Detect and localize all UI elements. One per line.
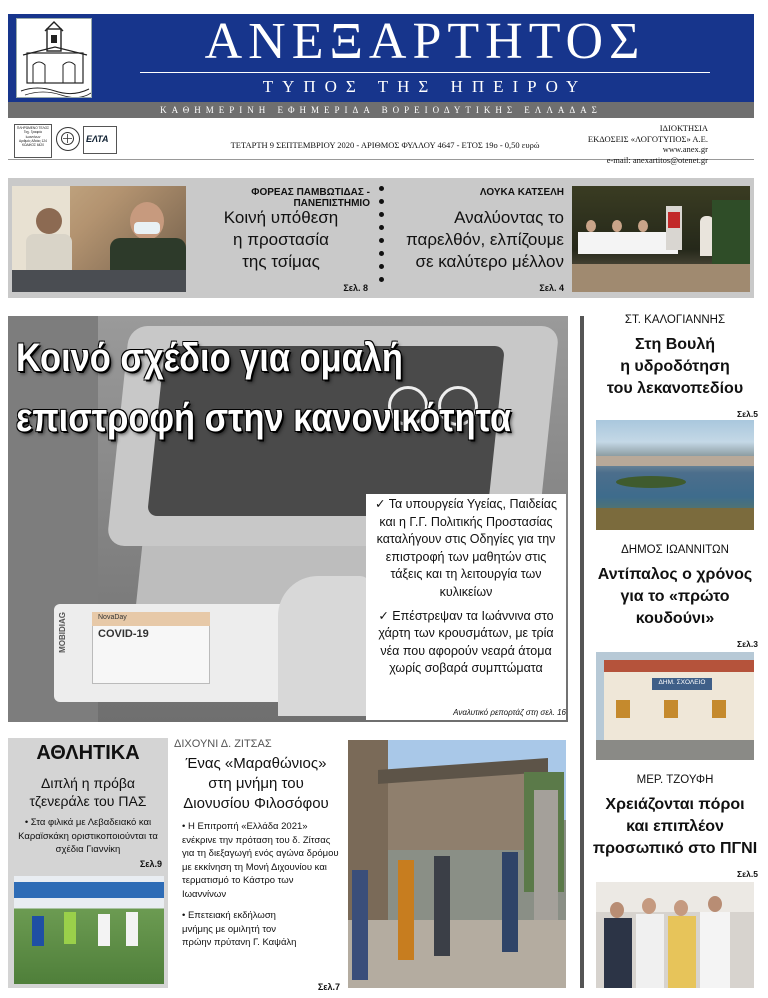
main-headline-line-1[interactable]: Κοινό σχέδιο για ομαλή	[16, 336, 403, 380]
masthead-rule	[140, 72, 710, 73]
photo-school-building	[596, 652, 754, 760]
headline-line: παρελθόν, ελπίζουμε	[406, 230, 564, 249]
zitsa-story	[172, 738, 340, 950]
rcol-kicker: ΣΤ. ΚΑΛΟΓΙΑΝΝΗΣ	[624, 314, 726, 326]
main-story-bullets	[366, 494, 566, 720]
photo-monastery-ceremony	[348, 740, 566, 988]
headline-line: Χρειάζονται πόροι	[605, 796, 745, 813]
headline-line: προσωπικό στο ΠΓΝΙ	[592, 840, 758, 857]
zitsa-bullet: • Η Επιτροπή «Ελλάδα 2021» ενέκρινε την πρόταση του δ. Ζίτσας για τη διεξαγωγή ενός αγώνα δρόμου με εκκίνηση τη Μονή Διχουνίου και τερματισμό το Κάστρο των Ιωαννίνων	[182, 821, 339, 900]
headline-line: Αναλύοντας το	[454, 208, 564, 227]
headline-line: στη μνήμη του	[208, 775, 304, 792]
headline-line: Κοινή υπόθεση	[223, 208, 339, 227]
rcol-kicker: ΜΕΡ. ΤΖΟΥΦΗ	[636, 774, 714, 786]
rcol-headline[interactable]	[592, 794, 758, 860]
rcol-kicker: ΔΗΜΟΣ ΙΩΑΝΝΙΤΩΝ	[621, 544, 729, 556]
headline-line: Αντίπαλος ο χρόνος	[597, 566, 753, 583]
device-test-label: COVID-19	[98, 628, 149, 640]
headline-line: Διονυσίου Φιλοσόφου	[183, 795, 329, 812]
zitsa-bullet: • Επετειακή εκδήλωση μνήμης με ομιλητή τον πρώην πρύτανη Γ. Καψάλη	[182, 910, 297, 948]
headline-line: Ένας «Μαραθώνιος»	[185, 755, 327, 772]
device-side-label: MOBIDIAG	[58, 612, 67, 653]
masthead-logo	[16, 18, 92, 98]
headline-line: η προστασία	[233, 230, 329, 249]
publisher-name: ΕΚΔΟΣΕΙΣ «ΛΟΓΟΤΥΠΟΣ» Α.Ε.	[587, 133, 708, 144]
newspaper-subtitle: ΤΥΠΟΣ ΤΗΣ ΗΠΕΙΡΟΥ	[262, 77, 588, 96]
sports-section-title: ΑΘΛΗΤΙΚΑ	[36, 742, 140, 764]
headline-line: και επιπλέον	[626, 818, 724, 835]
headline-line: σε καλύτερο μέλλον	[415, 252, 564, 271]
postal-line: Ιωαννίνων	[25, 134, 41, 139]
elta-logo: ΕΛΤΑ	[83, 126, 117, 154]
seal-icon	[56, 127, 80, 151]
headline-line: για το «πρώτο	[620, 588, 730, 605]
page-ref: Σελ.3	[737, 639, 758, 649]
teaser-headline[interactable]	[192, 207, 370, 273]
email-link[interactable]: e-mail: anexartitos@otenet.gr	[606, 154, 708, 165]
main-headline-line-2[interactable]: επιστροφή στην κανονικότητα	[16, 396, 512, 440]
zitsa-headline[interactable]	[172, 754, 340, 814]
main-bullet: ✓ Τα υπουργεία Υγείας, Παιδείας και η Γ.Γ. Πολιτικής Προστασίας καταλήγουν στις Οδηγίες για την επιστροφή των μαθητών στις τάξεις και τη λειτουργία των κυλικείων	[374, 497, 558, 599]
headline-line: τζενεράλε του ΠΑΣ	[29, 793, 147, 809]
headline-line: η υδροδότηση	[620, 358, 730, 375]
device-brand-label: NovaDay	[98, 614, 127, 621]
sports-box	[8, 738, 168, 988]
sports-headline[interactable]	[8, 774, 168, 810]
website-link[interactable]: www.anex.gr	[662, 144, 708, 154]
page-ref: Σελ.7	[317, 982, 340, 992]
photo-hospital-group	[596, 882, 754, 988]
headline-line: του λεκανοπεδίου	[606, 380, 744, 397]
teaser-kicker: ΛΟΥΚΑ ΚΑΤΣΕΛΗ	[479, 187, 564, 198]
school-sign: ΔΗΜ. ΣΧΟΛΕΙΟ	[658, 679, 706, 686]
issue-line: ΤΕΤΑΡΤΗ 9 ΣΕΠΤΕΜΒΡΙΟΥ 2020 - ΑΡΙΘΜΟΣ ΦΥΛΛΟΥ 4647 - ΕΤΟΣ 19ο - 0,50 ευρώ	[230, 140, 540, 150]
teaser-photo-meeting	[12, 186, 186, 292]
page-ref: Σελ. 4	[539, 283, 564, 293]
postal-permit-box	[14, 124, 52, 158]
analysis-page-ref: Αναλυτικό ρεπορτάζ στη σελ. 16	[453, 708, 566, 717]
headline-line: κουδούνι»	[635, 610, 715, 627]
postal-line: Αριθμός Αδείας 124	[19, 138, 47, 143]
newspaper-title: ΑΝΕΞΑΡΤΗΤΟΣ	[204, 13, 646, 70]
teaser-kicker: ΦΟΡΕΑΣ ΠΑΜΒΩΤΙΔΑΣ - ΠΑΝΕΠΙΣΤΗΜΙΟ	[251, 187, 370, 209]
headline-line: Στη Βουλή	[635, 336, 715, 353]
sports-bullet: • Στα φιλικά με Λεβαδειακό και Καραϊσκάκη οριστικοποιούνται τα σχέδια Γιαννίκη	[18, 817, 158, 855]
headline-line: Διπλή η πρόβα	[40, 775, 136, 791]
postal-line: ΠΛΗΡΩΜΕΝΟ ΤΕΛΟΣ	[16, 126, 50, 130]
zitsa-kicker: ΔΙΧΟΥΝΙ Δ. ΖΙΤΣΑΣ	[174, 738, 272, 750]
headline-line: της τσίμας	[242, 252, 320, 271]
page-ref: Σελ.5	[737, 869, 758, 879]
postal-line: ΚΩΔΙΚΟΣ 6420	[22, 143, 44, 148]
column-rule	[580, 316, 584, 988]
rcol-headline[interactable]	[592, 334, 758, 400]
tagline-strip: ΚΑΘΗΜΕΡΙΝΗ ΕΦΗΜΕΡΙΔΑ ΒΟΡΕΙΟΔΥΤΙΚΗΣ ΕΛΛΑΔΑΣ	[8, 102, 754, 118]
teaser-headline[interactable]	[392, 207, 564, 273]
ownership-label: ΙΔΙΟΚΤΗΣΙΑ	[659, 123, 708, 133]
rcol-headline[interactable]	[592, 564, 758, 630]
postal-line: Ταχ. Γραφείο	[23, 130, 43, 135]
page-ref: Σελ. 8	[343, 283, 368, 293]
main-bullet: ✓ Επέστρεψαν τα Ιωάννινα στο χάρτη των κρουσμάτων, με τρία νέα που αφορούν νεαρά άτομα χωρίς σοβαρά συμπτώματα	[378, 608, 554, 676]
teaser-divider-dots	[378, 186, 386, 290]
photo-football-players	[14, 876, 164, 984]
page-ref: Σελ.9	[139, 859, 162, 869]
publisher-info	[540, 123, 708, 165]
photo-lake-aerial	[596, 420, 754, 530]
page-ref: Σελ.5	[737, 409, 758, 419]
teaser-photo-event	[572, 186, 750, 292]
